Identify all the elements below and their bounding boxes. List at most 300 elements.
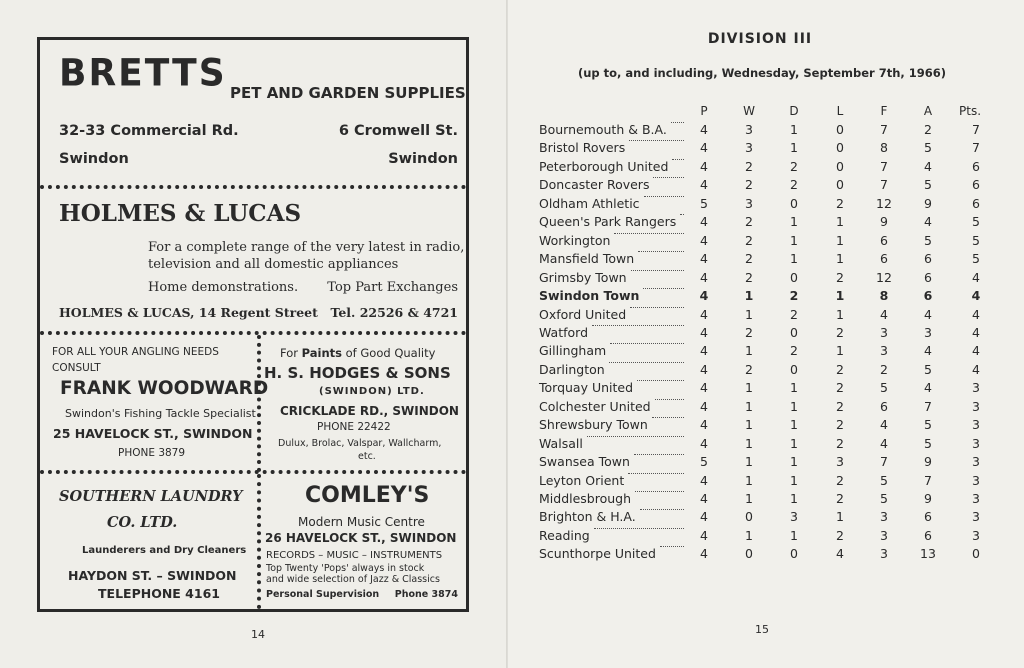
- cell-l: 2: [836, 398, 844, 414]
- comley-tagline: Modern Music Centre: [298, 515, 425, 529]
- cell-d: 1: [790, 472, 798, 488]
- cell-p: 4: [700, 140, 708, 156]
- vertical-divider: [257, 335, 261, 472]
- cell-pts: 4: [972, 343, 980, 359]
- cell-d: 1: [790, 140, 798, 156]
- cell-l: 1: [836, 509, 844, 525]
- cell-d: 1: [790, 232, 798, 248]
- cell-l: 2: [836, 195, 844, 211]
- cell-p: 4: [700, 380, 708, 396]
- cell-f: 7: [880, 177, 888, 193]
- cell-l: 2: [836, 324, 844, 340]
- team-name: Darlington: [539, 361, 605, 377]
- cell-a: 13: [920, 546, 936, 562]
- cell-w: 1: [745, 343, 753, 359]
- woodward-address: 25 HAVELOCK ST., SWINDON: [53, 426, 253, 441]
- table-row: [508, 233, 1024, 251]
- cell-a: 5: [924, 361, 932, 377]
- table-row: [508, 122, 1024, 140]
- cell-f: 3: [880, 343, 888, 359]
- cell-f: 2: [880, 361, 888, 377]
- cell-pts: 4: [972, 306, 980, 322]
- cell-pts: 7: [972, 122, 980, 137]
- col-header-f: F: [880, 104, 888, 118]
- cell-pts: 3: [972, 435, 980, 451]
- advertisement-panel: [37, 37, 469, 612]
- dot-leader: [671, 122, 684, 123]
- cell-w: 3: [745, 122, 753, 137]
- cell-w: 2: [745, 361, 753, 377]
- cell-w: 1: [745, 398, 753, 414]
- dot-leader: [592, 325, 684, 326]
- cell-p: 4: [700, 509, 708, 525]
- dot-leader: [640, 509, 684, 510]
- woodward-line1: FOR ALL YOUR ANGLING NEEDS: [52, 346, 219, 358]
- cell-a: 5: [924, 232, 932, 248]
- cell-pts: 3: [972, 509, 980, 525]
- cell-f: 7: [880, 158, 888, 174]
- cell-w: 1: [745, 380, 753, 396]
- cell-l: 2: [836, 269, 844, 285]
- divider: [40, 185, 466, 189]
- woodward-name: FRANK WOODWARD: [60, 378, 269, 399]
- woodward-phone: PHONE 3879: [118, 447, 186, 459]
- cell-w: 2: [745, 251, 753, 267]
- team-name: Oxford United: [539, 306, 627, 322]
- laundry-phone: TELEPHONE 4161: [98, 586, 220, 601]
- table-row: [508, 159, 1024, 177]
- cell-l: 0: [836, 177, 844, 193]
- hodges-name: H. S. HODGES & SONS: [264, 364, 451, 382]
- table-row: [508, 343, 1024, 361]
- cell-d: 0: [790, 195, 798, 211]
- cell-pts: 5: [972, 214, 980, 230]
- cell-w: 3: [745, 195, 753, 211]
- team-name: Reading: [539, 527, 590, 543]
- dot-leader: [609, 362, 684, 363]
- cell-a: 9: [924, 454, 932, 470]
- cell-a: 5: [924, 417, 932, 433]
- cell-d: 0: [790, 324, 798, 340]
- cell-f: 9: [880, 214, 888, 230]
- cell-p: 4: [700, 177, 708, 193]
- dot-leader: [634, 454, 684, 455]
- cell-f: 3: [880, 324, 888, 340]
- cell-p: 4: [699, 288, 709, 304]
- cell-p: 4: [700, 361, 708, 377]
- team-name: Bournemouth & B.A.: [539, 122, 667, 137]
- laundry-address: HAYDON ST. – SWINDON: [68, 568, 237, 583]
- cell-f: 8: [880, 140, 888, 156]
- cell-w: 2: [745, 324, 753, 340]
- dot-leader: [644, 196, 684, 197]
- holmes-tel: Tel. 22526 & 4721: [330, 305, 458, 320]
- bretts-address-left: 32-33 Commercial Rd.: [59, 123, 239, 139]
- dot-leader: [629, 140, 684, 141]
- cell-f: 6: [880, 251, 888, 267]
- cell-d: 1: [790, 380, 798, 396]
- cell-p: 4: [700, 251, 708, 267]
- cell-w: 1: [745, 435, 753, 451]
- team-name: Doncaster Rovers: [539, 177, 650, 193]
- dot-leader: [630, 307, 684, 308]
- team-name: Torquay United: [539, 380, 634, 396]
- table-row: [508, 140, 1024, 158]
- dot-leader: [594, 528, 684, 529]
- hodges-line1-pre: For: [280, 346, 298, 360]
- cell-p: 4: [700, 214, 708, 230]
- cell-l: 1: [836, 214, 844, 230]
- cell-l: 1: [836, 343, 844, 359]
- cell-d: 1: [790, 398, 798, 414]
- table-row: [508, 288, 1024, 306]
- cell-d: 2: [790, 158, 798, 174]
- team-name: Watford: [539, 324, 589, 340]
- dot-leader: [672, 159, 684, 160]
- laundry-name2: CO. LTD.: [107, 514, 178, 531]
- cell-p: 4: [700, 306, 708, 322]
- woodward-tagline: Swindon's Fishing Tackle Specialist: [65, 407, 256, 420]
- cell-d: 2: [790, 343, 798, 359]
- hodges-brands2: etc.: [358, 451, 376, 462]
- cell-d: 2: [790, 306, 798, 322]
- cell-p: 5: [700, 195, 708, 211]
- bretts-tagline: PET AND GARDEN SUPPLIES: [230, 84, 466, 102]
- dot-leader: [638, 251, 684, 252]
- cell-pts: 3: [972, 454, 980, 470]
- hodges-line1-bold: Paints: [301, 346, 342, 360]
- cell-f: 7: [880, 454, 888, 470]
- cell-pts: 3: [972, 417, 980, 433]
- table-row: [508, 362, 1024, 380]
- cell-w: 2: [745, 177, 753, 193]
- cell-l: 2: [836, 417, 844, 433]
- cell-d: 2: [789, 288, 799, 304]
- cell-d: 0: [790, 361, 798, 377]
- team-name: Scunthorpe United: [539, 546, 656, 562]
- col-header-w: W: [743, 104, 755, 118]
- cell-a: 4: [924, 214, 932, 230]
- cell-w: 2: [745, 269, 753, 285]
- holmes-line2: television and all domestic appliances: [148, 257, 399, 272]
- cell-d: 1: [790, 527, 798, 543]
- cell-f: 8: [879, 288, 889, 304]
- cell-f: 6: [880, 398, 888, 414]
- cell-a: 4: [924, 380, 932, 396]
- cell-a: 3: [924, 324, 932, 340]
- table-row: [508, 436, 1024, 454]
- cell-a: 9: [924, 195, 932, 211]
- cell-l: 2: [836, 527, 844, 543]
- team-name: Brighton & H.A.: [539, 509, 636, 525]
- cell-p: 4: [700, 324, 708, 340]
- table-row: [508, 214, 1024, 232]
- cell-f: 12: [876, 269, 892, 285]
- cell-pts: 3: [972, 472, 980, 488]
- cell-a: 5: [924, 140, 932, 156]
- cell-w: 2: [745, 214, 753, 230]
- dot-leader: [628, 473, 684, 474]
- table-row: [508, 509, 1024, 527]
- page-number: 15: [755, 623, 769, 636]
- cell-l: 1: [835, 288, 845, 304]
- cell-l: 0: [836, 122, 844, 137]
- cell-a: 6: [923, 288, 933, 304]
- cell-d: 3: [790, 509, 798, 525]
- hodges-line1: [280, 346, 435, 360]
- cell-l: 3: [836, 454, 844, 470]
- bretts-address-right: 6 Cromwell St.: [338, 123, 458, 139]
- hodges-brands1: Dulux, Brolac, Valspar, Wallcharm,: [278, 438, 442, 449]
- cell-pts: 6: [972, 158, 980, 174]
- cell-p: 5: [700, 454, 708, 470]
- cell-p: 4: [700, 491, 708, 506]
- cell-f: 4: [880, 435, 888, 451]
- cell-f: 5: [880, 472, 888, 488]
- dot-leader: [635, 491, 684, 492]
- comley-name: COMLEY'S: [305, 483, 430, 508]
- dot-leader: [652, 417, 684, 418]
- comley-line2: Top Twenty 'Pops' always in stock: [266, 563, 425, 574]
- col-header-p: P: [700, 104, 708, 118]
- cell-pts: 7: [972, 140, 980, 156]
- cell-a: 6: [924, 251, 932, 267]
- cell-a: 4: [924, 306, 932, 322]
- cell-w: 2: [745, 158, 753, 174]
- cell-l: 2: [836, 472, 844, 488]
- divider: [40, 470, 466, 474]
- cell-d: 1: [790, 122, 798, 137]
- dot-leader: [631, 270, 684, 271]
- col-header-l: L: [836, 104, 844, 118]
- dot-leader: [653, 177, 684, 178]
- dot-leader: [680, 214, 684, 215]
- cell-d: 0: [790, 546, 798, 562]
- dot-leader: [614, 233, 684, 234]
- cell-pts: 4: [972, 361, 980, 377]
- cell-pts: 4: [971, 288, 981, 304]
- cell-p: 4: [700, 435, 708, 451]
- team-name: Oldham Athletic: [539, 195, 640, 211]
- team-name: Queen's Park Rangers: [539, 214, 677, 230]
- cell-f: 3: [880, 546, 888, 562]
- cell-p: 4: [700, 527, 708, 543]
- cell-a: 6: [924, 527, 932, 543]
- team-name: Swansea Town: [539, 454, 630, 470]
- laundry-tagline: Launderers and Dry Cleaners: [82, 545, 247, 556]
- divider: [40, 331, 466, 335]
- cell-p: 4: [700, 472, 708, 488]
- team-name: Colchester United: [539, 398, 651, 414]
- col-header-pts: Pts.: [959, 104, 982, 118]
- bretts-town-right: Swindon: [388, 151, 458, 167]
- cell-f: 7: [880, 122, 888, 137]
- woodward-line2: CONSULT: [52, 362, 101, 374]
- cell-w: 1: [745, 472, 753, 488]
- comley-line3: and wide selection of Jazz & Classics: [266, 574, 440, 585]
- table-row: [508, 307, 1024, 325]
- holmes-line1: For a complete range of the very latest in radio,: [148, 240, 465, 255]
- cell-d: 2: [790, 177, 798, 193]
- cell-l: 1: [836, 232, 844, 248]
- cell-l: 0: [836, 140, 844, 156]
- cell-w: 3: [745, 140, 753, 156]
- cell-d: 1: [790, 435, 798, 451]
- cell-p: 4: [700, 417, 708, 433]
- table-row: [508, 325, 1024, 343]
- team-name: Peterborough United: [539, 158, 669, 174]
- holmes-demo: Home demonstrations.: [148, 280, 299, 295]
- cell-pts: 5: [972, 251, 980, 267]
- cell-w: 1: [745, 306, 753, 322]
- cell-pts: 4: [972, 269, 980, 285]
- table-row: [508, 473, 1024, 491]
- table-row: [508, 454, 1024, 472]
- cell-p: 4: [700, 546, 708, 562]
- cell-l: 2: [836, 491, 844, 506]
- cell-pts: 4: [972, 324, 980, 340]
- cell-w: 1: [745, 454, 753, 470]
- table-row: [508, 546, 1024, 564]
- cell-a: 6: [924, 269, 932, 285]
- table-row: [508, 196, 1024, 214]
- table-row: [508, 491, 1024, 509]
- hodges-line1-post: of Good Quality: [345, 346, 436, 360]
- comley-line1: RECORDS – MUSIC – INSTRUMENTS: [266, 550, 443, 561]
- cell-p: 4: [700, 122, 708, 137]
- cell-d: 1: [790, 214, 798, 230]
- cell-d: 1: [790, 417, 798, 433]
- cell-f: 3: [880, 509, 888, 525]
- cell-l: 1: [836, 306, 844, 322]
- cell-pts: 3: [972, 398, 980, 414]
- cell-d: 1: [790, 251, 798, 267]
- cell-p: 4: [700, 269, 708, 285]
- cell-w: 0: [745, 509, 753, 525]
- table-row: [508, 417, 1024, 435]
- team-name: Middlesbrough: [539, 491, 632, 506]
- league-title: DIVISION III: [707, 31, 813, 47]
- holmes-address: HOLMES & LUCAS, 14 Regent Street: [59, 305, 318, 320]
- hodges-address: CRICKLADE RD., SWINDON: [280, 404, 459, 418]
- team-name: Grimsby Town: [539, 269, 627, 285]
- cell-d: 1: [790, 491, 798, 506]
- team-name: Mansfield Town: [539, 251, 635, 267]
- cell-f: 5: [880, 380, 888, 396]
- cell-pts: 6: [972, 177, 980, 193]
- col-header-d: D: [789, 104, 799, 118]
- table-row: [508, 528, 1024, 546]
- dot-leader: [637, 380, 684, 381]
- cell-f: 6: [880, 232, 888, 248]
- comley-supervision: Personal Supervision: [266, 589, 380, 600]
- dot-leader: [660, 546, 684, 547]
- cell-a: 7: [924, 398, 932, 414]
- table-row: [508, 251, 1024, 269]
- cell-l: 0: [836, 158, 844, 174]
- cell-f: 12: [876, 195, 892, 211]
- cell-a: 9: [924, 491, 932, 506]
- cell-pts: 3: [972, 380, 980, 396]
- dot-leader: [587, 436, 684, 437]
- cell-w: 2: [745, 232, 753, 248]
- team-name: Shrewsbury Town: [539, 417, 648, 433]
- right-page: [508, 0, 1024, 668]
- cell-p: 4: [700, 398, 708, 414]
- cell-l: 1: [836, 251, 844, 267]
- cell-f: 4: [880, 417, 888, 433]
- team-name: Swindon Town: [539, 288, 640, 304]
- cell-a: 5: [924, 435, 932, 451]
- cell-a: 5: [924, 177, 932, 193]
- team-name: Bristol Rovers: [539, 140, 626, 156]
- team-name: Leyton Orient: [539, 472, 625, 488]
- dot-leader: [643, 288, 684, 289]
- team-name: Workington: [539, 232, 611, 248]
- dot-leader: [610, 343, 684, 344]
- bretts-name: BRETTS: [59, 51, 227, 96]
- cell-pts: 6: [972, 195, 980, 211]
- cell-l: 2: [836, 435, 844, 451]
- cell-p: 4: [700, 232, 708, 248]
- table-row: [508, 270, 1024, 288]
- cell-l: 2: [836, 380, 844, 396]
- holmes-name: HOLMES & LUCAS: [59, 200, 302, 227]
- hodges-phone: PHONE 22422: [317, 421, 391, 433]
- vertical-divider: [257, 474, 261, 609]
- cell-a: 4: [924, 343, 932, 359]
- cell-w: 1: [744, 288, 754, 304]
- cell-d: 0: [790, 269, 798, 285]
- cell-pts: 3: [972, 527, 980, 543]
- cell-f: 4: [880, 306, 888, 322]
- hodges-sub: (SWINDON) LTD.: [319, 386, 425, 397]
- laundry-name1: SOUTHERN LAUNDRY: [59, 488, 243, 505]
- cell-w: 1: [745, 491, 753, 506]
- cell-pts: 5: [972, 232, 980, 248]
- cell-pts: 0: [972, 546, 980, 562]
- col-header-a: A: [923, 104, 933, 118]
- cell-f: 3: [880, 527, 888, 543]
- league-subtitle: (up to, and including, Wednesday, September 7th, 1966): [577, 66, 947, 80]
- dot-leader: [655, 399, 684, 400]
- cell-w: 1: [745, 527, 753, 543]
- page-number: 14: [251, 628, 265, 641]
- table-row: [508, 380, 1024, 398]
- comley-phone: Phone 3874: [394, 589, 458, 600]
- cell-w: 1: [745, 417, 753, 433]
- cell-a: 7: [924, 472, 932, 488]
- cell-l: 4: [836, 546, 844, 562]
- table-row: [508, 399, 1024, 417]
- bretts-town-left: Swindon: [59, 151, 129, 167]
- cell-l: 2: [836, 361, 844, 377]
- cell-p: 4: [700, 158, 708, 174]
- cell-d: 1: [790, 454, 798, 470]
- cell-f: 5: [880, 491, 888, 506]
- cell-p: 4: [700, 343, 708, 359]
- cell-a: 4: [924, 158, 932, 174]
- team-name: Walsall: [539, 435, 583, 451]
- comley-address: 26 HAVELOCK ST., SWINDON: [265, 531, 457, 545]
- left-page: [0, 0, 508, 668]
- holmes-exchange: Top Part Exchanges: [327, 280, 458, 295]
- cell-pts: 3: [972, 491, 980, 506]
- cell-a: 6: [924, 509, 932, 525]
- table-row: [508, 177, 1024, 195]
- cell-a: 2: [924, 122, 932, 137]
- cell-w: 0: [745, 546, 753, 562]
